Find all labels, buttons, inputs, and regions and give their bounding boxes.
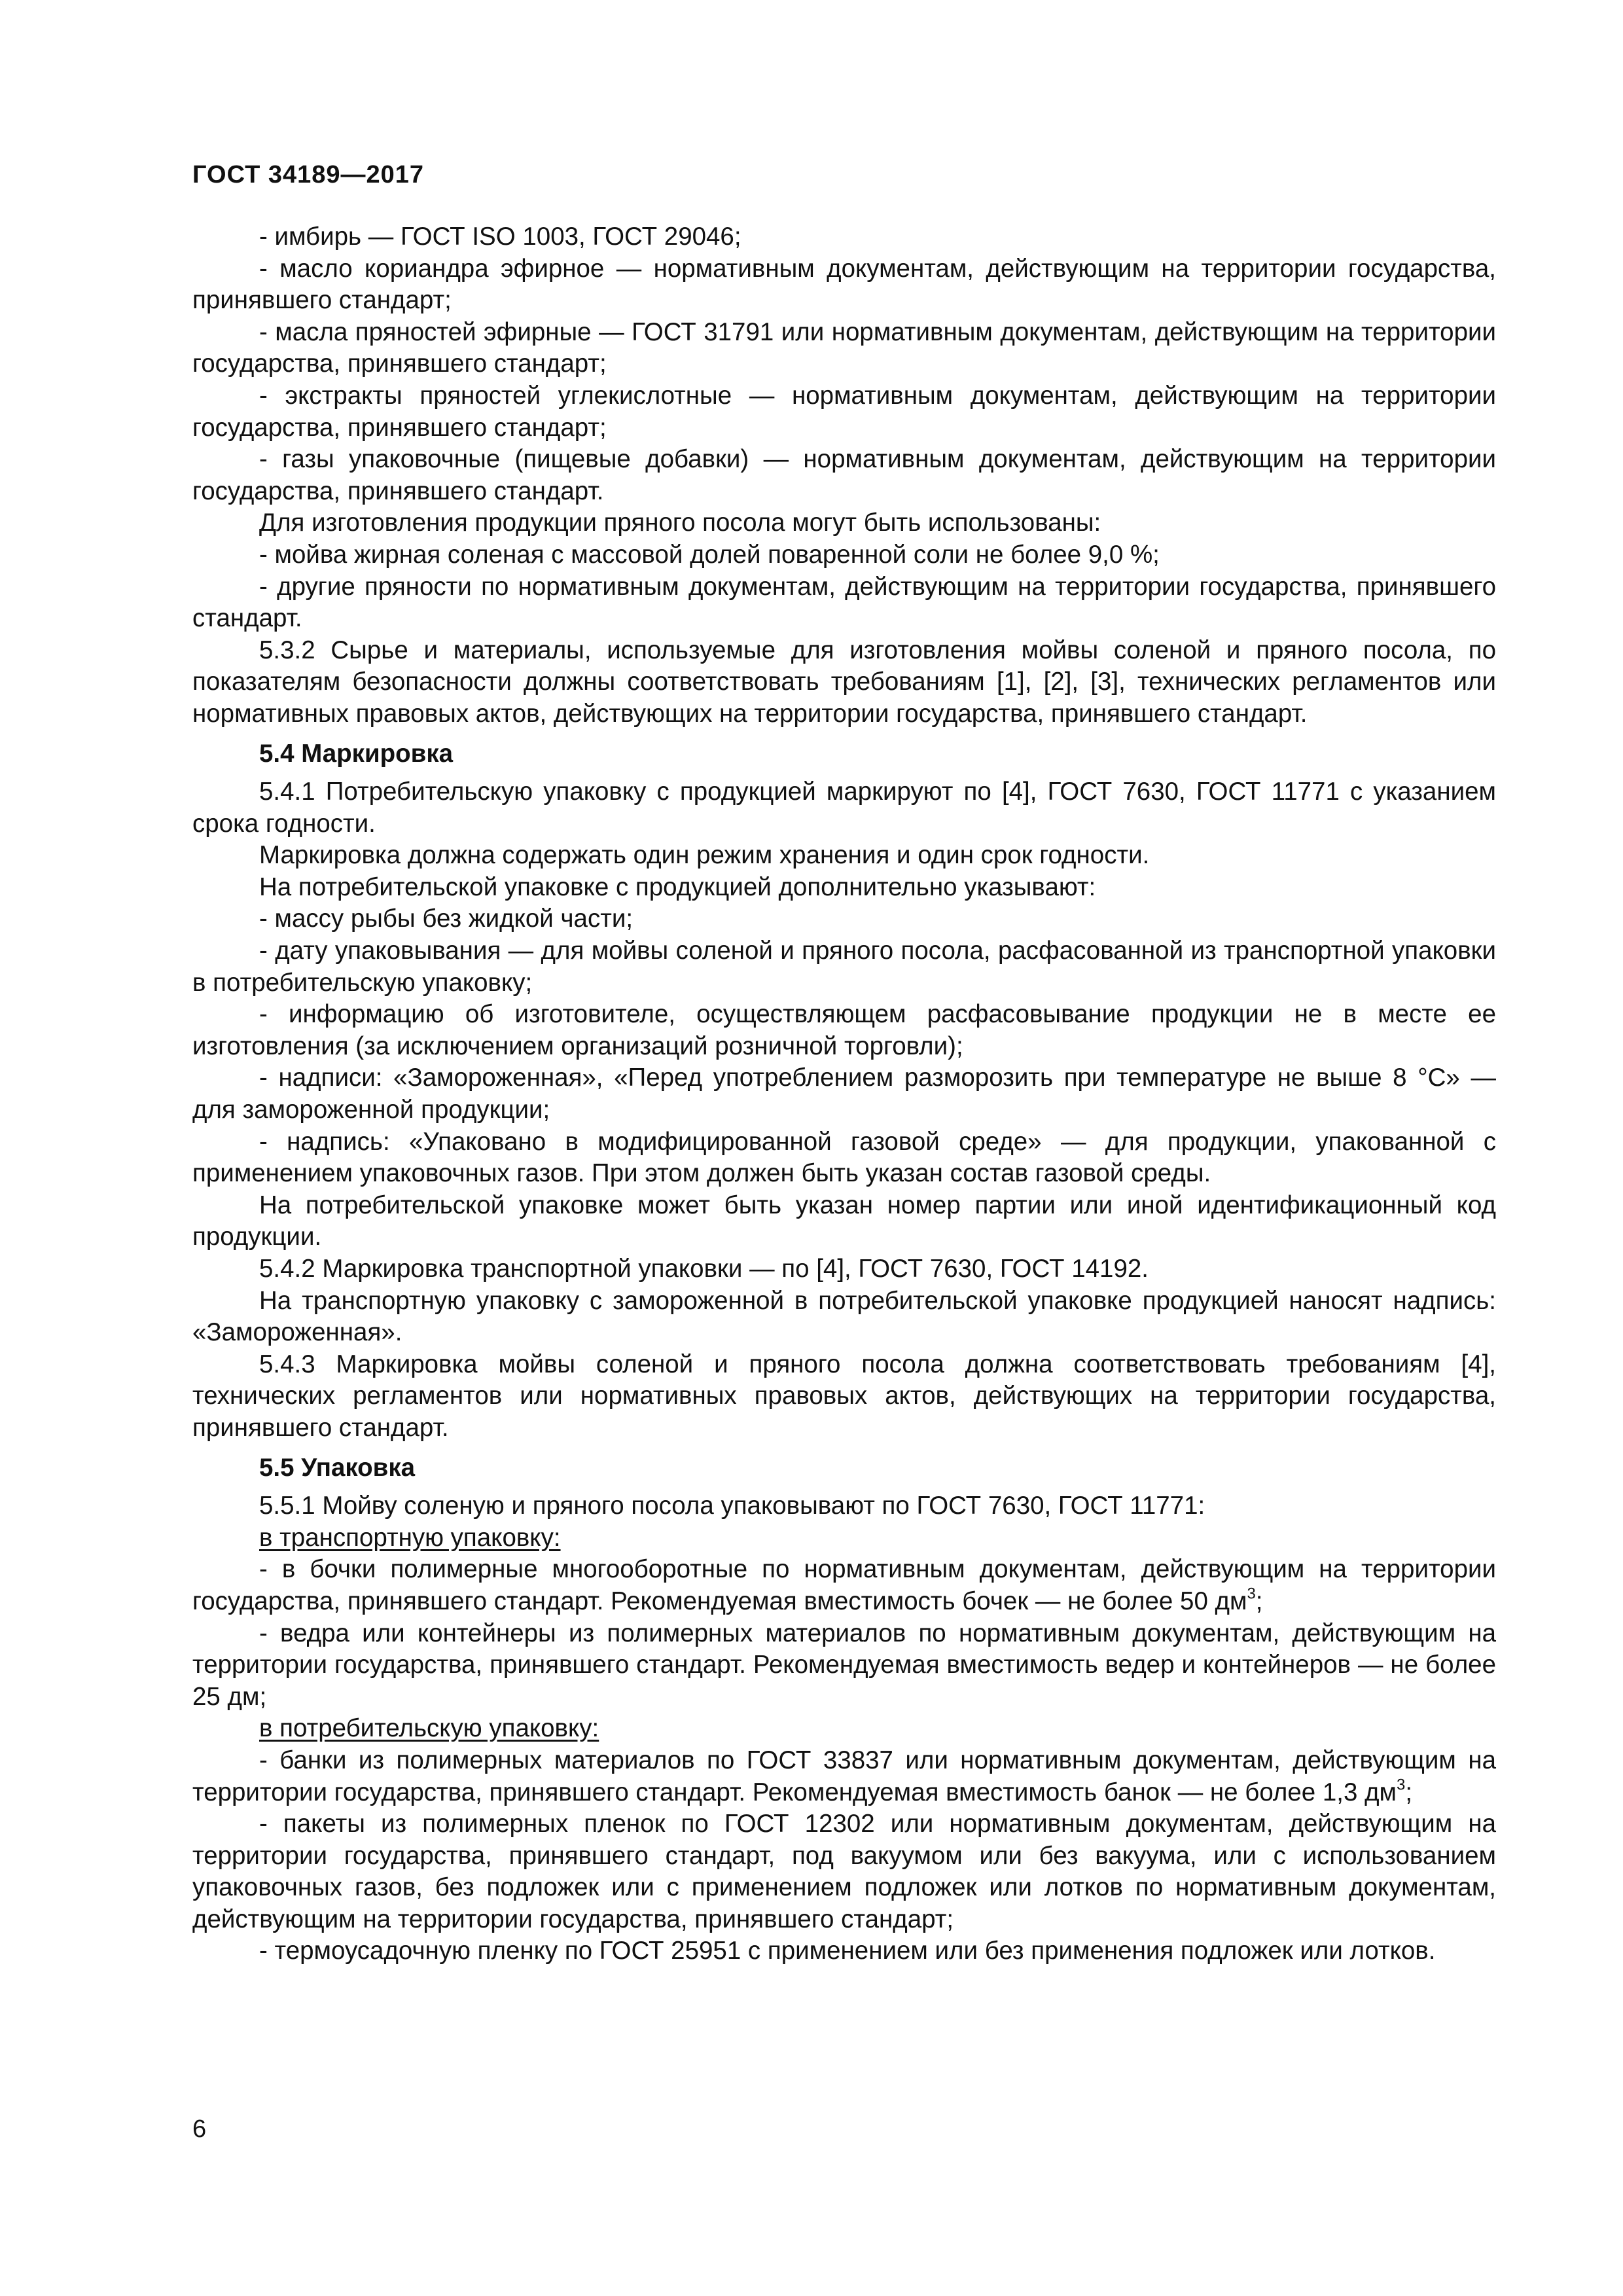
paragraph-5-4-3: 5.4.3 Маркировка мойвы соленой и пряного посола должна соответствовать требованиям [4], технических регламентов или нормативных правовых актов, действующих на территории государства, принявшего стандарт. — [192, 1350, 1496, 1442]
paragraph-batch-number: На потребительской упаковке может быть указан номер партии или иной идентификационный код продукции. — [192, 1191, 1496, 1251]
list-item-ginger: - имбирь — ГОСТ ISO 1003, ГОСТ 29046; — [259, 223, 741, 251]
paragraph-additional-marking: На потребительской упаковке с продукцией дополнительно указывают: — [259, 872, 1096, 901]
list-item-spice-oils: - масла пряностей эфирные — ГОСТ 31791 или нормативным документам, действующим на территории государства, принявшего стандарт; — [192, 317, 1496, 378]
list-item-manufacturer-info: - информацию об изготовителе, осуществляющем расфасовывание продукции не в месте ее изготовления (за исключением организаций розничной торговли); — [192, 1000, 1496, 1060]
list-item-packing-date: - дату упаковывания — для мойвы соленой и пряного посола, расфасованной из транспортной упаковки в потребительскую упаковку; — [192, 937, 1496, 997]
document-body — [192, 221, 1496, 1967]
paragraph-spicy-intro: Для изготовления продукции пряного посола могут быть использованы: — [259, 509, 1101, 537]
page-number: 6 — [192, 2115, 207, 2143]
jars-text: - банки из полимерных материалов по ГОСТ 33837 или нормативным документам, действующим на территории государства, принявшего стандарт. Рекомендуемая вместимость банок — не более 1,3 дм — [192, 1746, 1496, 1806]
list-item-shrink-film: - термоусадочную пленку по ГОСТ 25951 с применением или без применения подложек или лотков. — [259, 1937, 1436, 1965]
paragraph-5-3-2: 5.3.2 Сырье и материалы, используемые для изготовления мойвы соленой и пряного посола, по показателям безопасности должны соответствовать требованиям [1], [2], [3], технических регламентов или нормативных правовых актов, действующих на территории государства, принявшего стандарт. — [192, 636, 1496, 728]
paragraph-marking-mode: Маркировка должна содержать один режим хранения и один срок годности. — [259, 841, 1150, 870]
list-item-frozen-labels: - надписи: «Замороженная», «Перед употреблением разморозить при температуре не выше 8 °С» — для замороженной продукции; — [192, 1064, 1496, 1124]
list-item-coriander-oil: - масло кориандра эфирное — нормативным документам, действующим на территории государства, принявшего стандарт; — [192, 254, 1496, 315]
paragraph-transport-frozen: На транспортную упаковку с замороженной в потребительской упаковке продукцией наносят надпись: «Замороженная». — [192, 1286, 1496, 1347]
barrels-end: ; — [1255, 1587, 1263, 1615]
list-item-fat-capelin: - мойва жирная соленая с массовой долей поваренной соли не более 9,0 %; — [259, 540, 1160, 569]
list-item-fish-mass: - массу рыбы без жидкой части; — [259, 905, 633, 933]
barrels-superscript: 3 — [1247, 1585, 1256, 1603]
list-item-modified-atmosphere: - надпись: «Упаковано в модифицированной газовой среде» — для продукции, упакованной с применением упаковочных газов. При этом должен быть указан состав газовой среды. — [192, 1127, 1496, 1188]
jars-end: ; — [1405, 1778, 1413, 1806]
list-item-jars — [192, 1745, 1496, 1808]
list-item-buckets: - ведра или контейнеры из полимерных материалов по нормативным документам, действующим на территории государства, принявшего стандарт. Рекомендуемая вместимость ведер и контейнеров — не более 25 дм; — [192, 1619, 1496, 1711]
consumer-packaging-label: в потребительскую упаковку: — [259, 1714, 599, 1743]
section-heading-5-4: 5.4 Маркировка — [259, 739, 454, 768]
section-heading-5-5: 5.5 Упаковка — [259, 1453, 415, 1482]
list-item-film-bags: - пакеты из полимерных пленок по ГОСТ 12302 или нормативным документам, действующим на территории государства, принявшего стандарт, под вакуумом или без вакуума, или с использованием упаковочных газов, без подложек или с применением подложек или лотков по нормативным документам, действующим на территории государства, принявшего стандарт; — [192, 1810, 1496, 1933]
paragraph-5-4-1: 5.4.1 Потребительскую упаковку с продукцией маркируют по [4], ГОСТ 7630, ГОСТ 11771 с указанием срока годности. — [192, 778, 1496, 838]
page-header-title: ГОСТ 34189—2017 — [192, 161, 425, 188]
list-item-packaging-gases: - газы упаковочные (пищевые добавки) — нормативным документам, действующим на территории государства, принявшего стандарт. — [192, 445, 1496, 505]
barrels-text: - в бочки полимерные многооборотные по нормативным документам, действующим на территории государства, принявшего стандарт. Рекомендуемая вместимость бочек — не более 50 дм — [192, 1555, 1496, 1615]
list-item-barrels — [192, 1554, 1496, 1617]
paragraph-5-4-2: 5.4.2 Маркировка транспортной упаковки — по [4], ГОСТ 7630, ГОСТ 14192. — [259, 1255, 1149, 1283]
jars-superscript: 3 — [1397, 1775, 1406, 1793]
list-item-spice-extracts: - экстракты пряностей углекислотные — нормативным документам, действующим на территории государства, принявшего стандарт; — [192, 381, 1496, 442]
transport-packaging-label: в транспортную упаковку: — [259, 1523, 561, 1552]
subheading-transport-packaging — [192, 1522, 1496, 1554]
paragraph-5-5-1: 5.5.1 Мойву соленую и пряного посола упаковывают по ГОСТ 7630, ГОСТ 11771: — [259, 1492, 1205, 1520]
subheading-consumer-packaging — [192, 1713, 1496, 1745]
list-item-other-spices: - другие пряности по нормативным документам, действующим на территории государства, принявшего стандарт. — [192, 572, 1496, 633]
